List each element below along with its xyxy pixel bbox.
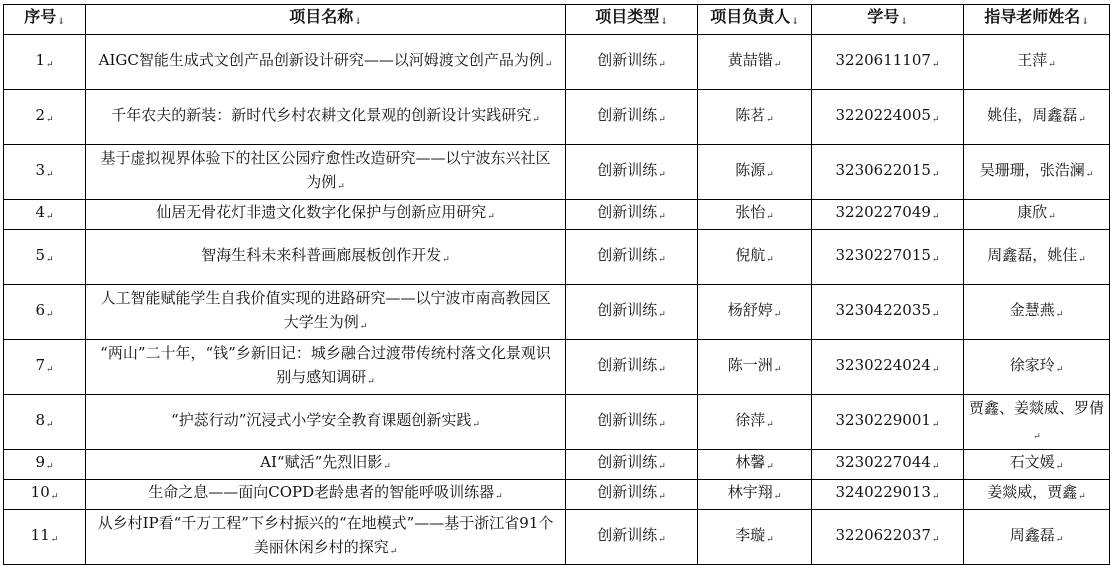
cell-project-name-text: “两山”二十年，“钱”乡新旧记：城乡融合过渡带传统村落文化景观识别与感知调研 [100, 343, 551, 386]
cell-student-id [812, 35, 964, 90]
table-row [4, 340, 1110, 395]
cell-project-name-text: 人工智能赋能学生自我价值实现的进路研究——以宁波市南高教园区大学生为例 [100, 288, 551, 331]
paragraph-mark-icon: ↵ [931, 169, 940, 180]
paragraph-mark-icon: ↵ [1048, 212, 1056, 222]
cell-student-id [812, 450, 964, 480]
cell-student-id-text: 3230622015 [835, 160, 931, 179]
header-no: 序号↓ [4, 5, 86, 35]
paragraph-mark-icon: ↵ [658, 419, 666, 430]
cell-project-name-text: “护蕊行动”沉浸式小学安全教育课题创新实践 [171, 410, 472, 429]
cell-advisor [964, 340, 1110, 395]
cell-student-id [812, 285, 964, 340]
paragraph-mark-icon: ↵ [532, 114, 540, 125]
cell-leader-text: 林馨 [735, 453, 766, 471]
cell-project-name-text: 千年农夫的新装：新时代乡村农耕文化景观的创新设计实践研究 [111, 105, 532, 124]
cell-student-id [812, 395, 964, 450]
paragraph-mark-icon: ↵ [487, 212, 495, 222]
cell-project-name [86, 230, 566, 285]
cell-advisor [964, 395, 1110, 450]
table-row [4, 395, 1110, 450]
cell-advisor-text: 石文媛 [1009, 453, 1055, 471]
cell-leader [698, 230, 812, 285]
paragraph-mark-icon: ↵ [766, 462, 774, 472]
cell-project-type [566, 285, 698, 340]
cell-no-text: 1 [35, 50, 45, 69]
cell-leader [698, 340, 812, 395]
cell-project-name-text: AI“赋活”先烈旧影 [260, 453, 383, 471]
paragraph-mark-icon: ↵ [46, 309, 54, 320]
cell-leader [698, 510, 812, 565]
paragraph-mark-icon: ↵ [1055, 462, 1064, 472]
cell-student-id [812, 200, 964, 230]
cell-no [4, 450, 86, 480]
cell-advisor-text: 姚佳，周鑫磊 [987, 105, 1078, 124]
paragraph-mark-icon: ↵ [931, 59, 940, 70]
cell-advisor-text: 徐家玲 [1009, 355, 1055, 374]
cell-leader-text: 陈源 [735, 160, 766, 179]
cell-leader [698, 450, 812, 480]
paragraph-mark-icon: ↵ [658, 114, 666, 125]
cell-no [4, 90, 86, 145]
cell-leader-text: 张怡 [735, 203, 766, 221]
paragraph-mark-icon: ↵ [46, 364, 54, 375]
cell-project-name-text: 智海生科未来科普画廊展板创作开发 [201, 245, 442, 264]
paragraph-mark-icon: ↵ [931, 364, 940, 375]
cell-no-text: 5 [35, 245, 45, 264]
cell-no [4, 35, 86, 90]
table-row [4, 510, 1110, 565]
table-row [4, 200, 1110, 230]
cell-project-name-text: 从乡村IP看“千万工程”下乡村振兴的“在地模式”——基于浙江省91个美丽休闲乡村的探究 [97, 513, 554, 556]
paragraph-mark-icon: ↵ [442, 254, 450, 265]
cell-no-text: 6 [35, 300, 45, 319]
cell-leader-text: 黄喆锴 [727, 50, 773, 69]
paragraph-mark-icon: ↵ [766, 212, 774, 222]
paragraph-mark-icon: ↵ [495, 492, 503, 502]
paragraph-mark-icon: ↵ [773, 59, 782, 70]
cell-no [4, 145, 86, 200]
cell-no-text: 8 [35, 410, 45, 429]
paragraph-mark-icon: ↵ [658, 169, 666, 180]
cell-leader-text: 徐萍 [735, 410, 766, 429]
paragraph-mark-icon: ↵ [773, 309, 782, 320]
paragraph-mark-icon: ↵ [931, 462, 940, 472]
cell-leader-text: 李璇 [735, 525, 766, 544]
cell-project-type-text: 创新训练 [597, 50, 658, 69]
cell-student-id [812, 340, 964, 395]
cell-project-type-text: 创新训练 [597, 410, 658, 429]
paragraph-mark-icon: ↵ [931, 309, 940, 320]
cell-project-type [566, 395, 698, 450]
cell-project-name-text: 基于虚拟视界体验下的社区公园疗愈性改造研究——以宁波东兴社区为例 [100, 148, 551, 191]
paragraph-mark-icon: ↵ [931, 419, 940, 430]
cell-no-text: 10 [30, 483, 50, 501]
cell-no [4, 285, 86, 340]
cell-student-id-text: 3220622037 [835, 525, 931, 544]
paragraph-mark-icon: ↵ [46, 212, 54, 222]
cell-no [4, 340, 86, 395]
paragraph-mark-icon: ↵ [931, 114, 940, 125]
cell-project-type [566, 340, 698, 395]
cell-student-id [812, 510, 964, 565]
cell-leader-text: 杨舒婷 [727, 300, 773, 319]
cell-advisor-text: 吴珊珊，张浩澜 [979, 160, 1085, 179]
cell-project-type-text: 创新训练 [597, 160, 658, 179]
paragraph-mark-icon: ↵ [472, 419, 480, 430]
cell-project-type-text: 创新训练 [597, 245, 658, 264]
paragraph-mark-icon: ↵ [766, 534, 774, 545]
cell-project-type-text: 创新训练 [597, 300, 658, 319]
cell-project-name-text: 生命之息——面向COPD老龄患者的智能呼吸训练器 [148, 483, 495, 501]
cell-project-name [86, 285, 566, 340]
cell-project-name [86, 200, 566, 230]
table-row [4, 145, 1110, 200]
cell-project-name [86, 145, 566, 200]
paragraph-mark-icon: ↵ [658, 492, 666, 502]
header-advisor: 指导老师姓名↓ [964, 5, 1110, 35]
cell-no [4, 395, 86, 450]
cell-no-text: 4 [35, 203, 45, 221]
paragraph-mark-icon: ↵ [658, 462, 666, 472]
cell-no [4, 230, 86, 285]
paragraph-mark-icon: ↵ [931, 254, 940, 265]
cell-project-type-text: 创新训练 [597, 525, 658, 544]
cell-advisor [964, 35, 1110, 90]
paragraph-mark-icon: ↵ [766, 169, 774, 180]
cell-project-name-text: 仙居无骨花灯非遗文化数字化保护与创新应用研究 [156, 203, 487, 221]
cell-advisor-text: 周鑫磊，姚佳 [987, 245, 1078, 264]
header-row [4, 5, 1110, 35]
paragraph-mark-icon: ↵ [359, 321, 368, 332]
paragraph-mark-icon: ↵ [46, 462, 54, 472]
cell-project-type [566, 450, 698, 480]
cell-student-id [812, 480, 964, 510]
paragraph-mark-icon: ↵ [1055, 364, 1064, 375]
paragraph-mark-icon: ↵ [46, 114, 54, 125]
paragraph-mark-icon: ↵ [931, 492, 940, 502]
cell-advisor-text: 姜燚威，贾鑫 [987, 483, 1078, 501]
cell-leader [698, 90, 812, 145]
cell-leader [698, 480, 812, 510]
header-student-id: 学号↓ [812, 5, 964, 35]
paragraph-mark-icon: ↵ [1033, 431, 1041, 442]
cell-student-id [812, 90, 964, 145]
cell-project-type [566, 510, 698, 565]
header-type: 项目类型↓ [566, 5, 698, 35]
paragraph-mark-icon: ↵ [773, 364, 782, 375]
cell-leader [698, 35, 812, 90]
table-row [4, 480, 1110, 510]
cell-student-id [812, 230, 964, 285]
paragraph-mark-icon: ↵ [1085, 169, 1094, 180]
cell-leader-text: 陈茗 [735, 105, 766, 124]
cell-advisor [964, 145, 1110, 200]
paragraph-mark-icon: ↵ [50, 492, 59, 502]
paragraph-mark-icon: ↵ [1078, 492, 1086, 502]
paragraph-mark-icon: ↵ [46, 169, 54, 180]
cell-student-id-text: 3230229001 [835, 410, 931, 429]
cell-project-name [86, 340, 566, 395]
cell-no-text: 11 [30, 525, 50, 544]
cell-student-id-text: 3230422035 [835, 300, 931, 319]
paragraph-mark-icon: ↵ [658, 59, 666, 70]
cell-student-id-text: 3230227044 [835, 453, 931, 471]
cell-project-type-text: 创新训练 [597, 105, 658, 124]
table-row [4, 230, 1110, 285]
cell-advisor [964, 230, 1110, 285]
cell-project-type-text: 创新训练 [597, 453, 658, 471]
cell-student-id-text: 3230227015 [835, 245, 931, 264]
cell-leader-text: 倪航 [735, 245, 766, 264]
table-row [4, 450, 1110, 480]
cell-project-type [566, 90, 698, 145]
paragraph-mark-icon: ↵ [658, 254, 666, 265]
cell-no [4, 200, 86, 230]
cell-no-text: 2 [35, 105, 45, 124]
cell-project-name [86, 395, 566, 450]
cell-project-name [86, 35, 566, 90]
cell-student-id-text: 3220224005 [835, 105, 931, 124]
cell-leader-text: 陈一洲 [727, 355, 773, 374]
cell-advisor-text: 金慧燕 [1009, 300, 1055, 319]
cell-student-id-text: 3220611107 [835, 50, 931, 69]
paragraph-mark-icon: ↵ [931, 212, 940, 222]
project-table [3, 4, 1110, 565]
table-row [4, 90, 1110, 145]
cell-advisor [964, 285, 1110, 340]
cell-project-name [86, 510, 566, 565]
cell-no-text: 9 [35, 453, 45, 471]
cell-project-type [566, 35, 698, 90]
header-name: 项目名称↓ [86, 5, 566, 35]
paragraph-mark-icon: ↵ [383, 462, 391, 472]
cell-project-name [86, 90, 566, 145]
paragraph-mark-icon: ↵ [1048, 59, 1056, 70]
cell-project-type [566, 145, 698, 200]
paragraph-mark-icon: ↵ [658, 534, 666, 545]
cell-student-id-text: 3230224024 [835, 355, 931, 374]
paragraph-mark-icon: ↵ [1055, 309, 1064, 320]
cell-advisor [964, 200, 1110, 230]
cell-student-id [812, 145, 964, 200]
cell-no [4, 480, 86, 510]
cell-advisor-text: 康欣 [1017, 203, 1048, 221]
paragraph-mark-icon: ↵ [766, 114, 774, 125]
cell-project-type [566, 200, 698, 230]
paragraph-mark-icon: ↵ [544, 59, 553, 70]
paragraph-mark-icon: ↵ [766, 254, 774, 265]
paragraph-mark-icon: ↵ [46, 59, 54, 70]
cell-advisor [964, 510, 1110, 565]
cell-project-name [86, 480, 566, 510]
paragraph-mark-icon: ↵ [367, 376, 375, 387]
cell-leader [698, 200, 812, 230]
paragraph-mark-icon: ↵ [1078, 254, 1086, 265]
cell-no-text: 7 [35, 355, 45, 374]
cell-advisor [964, 450, 1110, 480]
cell-no [4, 510, 86, 565]
paragraph-mark-icon: ↵ [658, 212, 666, 222]
cell-leader [698, 285, 812, 340]
cell-leader [698, 395, 812, 450]
paragraph-mark-icon: ↵ [766, 419, 774, 430]
paragraph-mark-icon: ↵ [50, 534, 59, 545]
paragraph-mark-icon: ↵ [1055, 534, 1064, 545]
paragraph-mark-icon: ↵ [46, 254, 54, 265]
cell-advisor [964, 480, 1110, 510]
cell-no-text: 3 [35, 160, 45, 179]
cell-project-name [86, 450, 566, 480]
cell-advisor-text: 贾鑫、姜燚威、罗倩 [968, 398, 1104, 417]
paragraph-mark-icon: ↵ [658, 309, 666, 320]
cell-student-id-text: 3220227049 [835, 203, 931, 221]
paragraph-mark-icon: ↵ [1078, 114, 1086, 125]
cell-project-type-text: 创新训练 [597, 203, 658, 221]
cell-project-name-text: AIGC智能生成式文创产品创新设计研究——以河姆渡文创产品为例 [98, 50, 544, 69]
paragraph-mark-icon: ↵ [337, 181, 345, 192]
paragraph-mark-icon: ↵ [389, 546, 398, 557]
cell-project-type [566, 230, 698, 285]
paragraph-mark-icon: ↵ [931, 534, 940, 545]
cell-advisor-text: 周鑫磊 [1009, 525, 1055, 544]
cell-advisor [964, 90, 1110, 145]
cell-advisor-text: 王萍 [1017, 50, 1048, 69]
table-row [4, 35, 1110, 90]
cell-project-type [566, 480, 698, 510]
table-row [4, 285, 1110, 340]
header-leader: 项目负责人↓ [698, 5, 812, 35]
cell-student-id-text: 3240229013 [835, 483, 931, 501]
paragraph-mark-icon: ↵ [46, 419, 54, 430]
cell-project-type-text: 创新训练 [597, 355, 658, 374]
cell-project-type-text: 创新训练 [597, 483, 658, 501]
paragraph-mark-icon: ↵ [773, 492, 782, 502]
cell-leader-text: 林宇翔 [727, 483, 773, 501]
cell-leader [698, 145, 812, 200]
paragraph-mark-icon: ↵ [658, 364, 666, 375]
